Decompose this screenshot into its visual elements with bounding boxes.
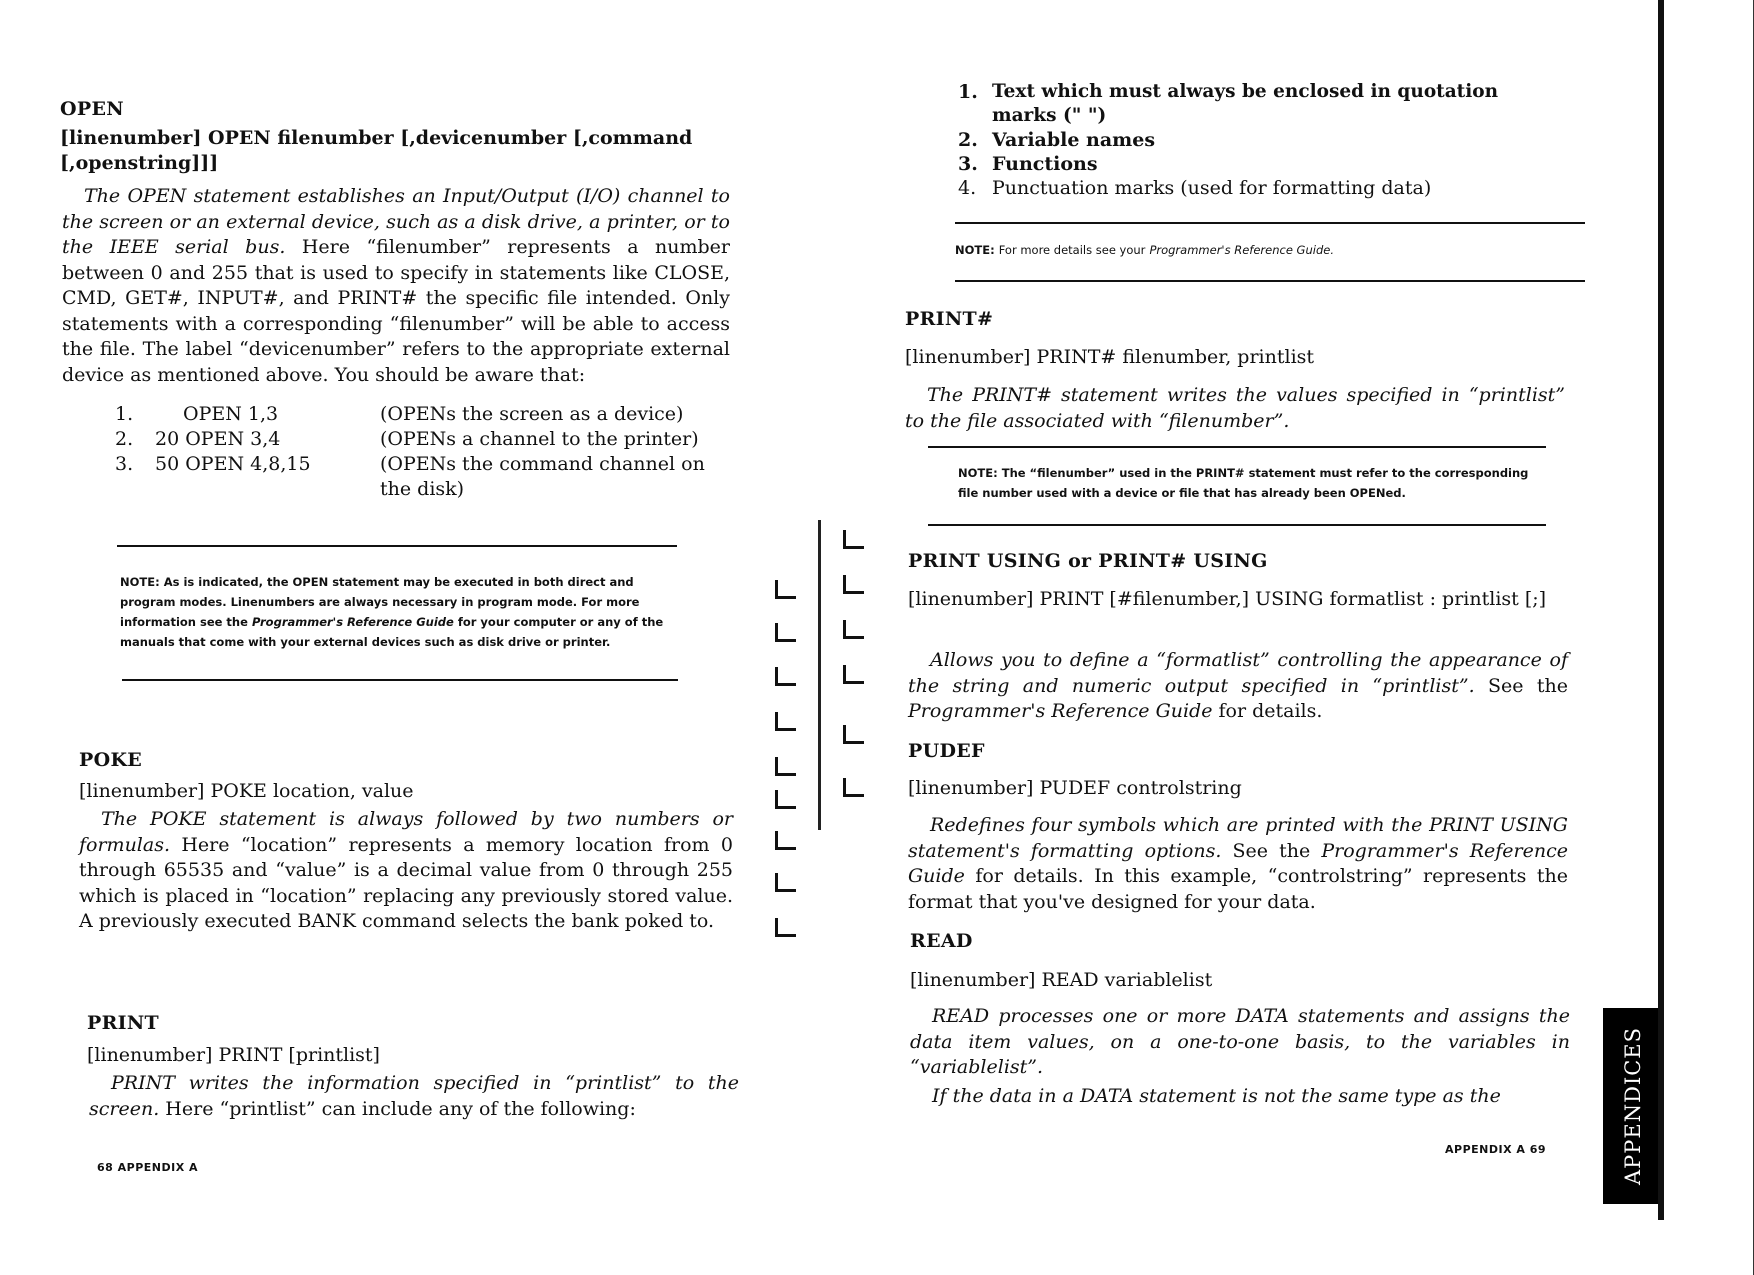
print-item xyxy=(958,152,1558,176)
open-example-row xyxy=(115,452,735,502)
gutter-mark xyxy=(843,665,864,684)
left-page-footer: 68 APPENDIX A xyxy=(97,1161,199,1174)
print-item-text: Text which must always be enclosed in quotation marks (" ") xyxy=(992,81,1499,126)
note-label: NOTE: xyxy=(120,575,160,589)
gutter-mark xyxy=(775,831,796,850)
print-item-number: 1. xyxy=(958,81,978,103)
read-syntax: [linenumber] READ variablelist xyxy=(910,969,1213,991)
open-syntax-line-2: [,openstring]]] xyxy=(60,152,219,174)
note-divider-bottom xyxy=(955,280,1585,282)
print-hash-heading: PRINT# xyxy=(905,308,994,330)
read-heading: READ xyxy=(910,930,973,952)
print-items-list xyxy=(958,80,1558,200)
print-using-description-plain: for details. xyxy=(1218,700,1323,722)
gutter-mark xyxy=(775,623,796,642)
gutter-mark xyxy=(775,790,796,809)
note-divider-top xyxy=(928,446,1546,448)
note-divider-bottom xyxy=(928,524,1546,526)
gutter-mark xyxy=(775,712,796,731)
pudef-heading: PUDEF xyxy=(908,740,985,762)
note-divider-top xyxy=(955,222,1585,224)
poke-description-italic: The POKE statement is always followed by two numbers or formulas. xyxy=(79,808,733,856)
gutter-mark xyxy=(843,620,864,639)
gutter-mark xyxy=(775,873,796,892)
print-hash-note xyxy=(958,463,1548,503)
print-using-description-italic: Allows you to define a “formatlist” controlling the appearance of the string and numeric output specified in “printlist”. xyxy=(908,649,1568,697)
print-item-number: 3. xyxy=(958,153,978,175)
note-text: The “filenumber” used in the PRINT# statement must refer to the corresponding file number used with a device or file that has already been OPENed. xyxy=(958,466,1529,500)
print-item-number: 4. xyxy=(958,177,977,199)
print-heading: PRINT xyxy=(87,1012,159,1034)
page-edge-shadow xyxy=(1658,0,1664,1220)
spine-line xyxy=(818,520,821,830)
print-description xyxy=(89,1071,739,1122)
example-number: 1. xyxy=(115,403,134,425)
print-using-description-plain: See the xyxy=(1488,674,1568,697)
open-description xyxy=(62,184,730,388)
example-number: 3. xyxy=(115,453,134,475)
print-syntax: [linenumber] PRINT [printlist] xyxy=(87,1044,380,1066)
gutter-mark xyxy=(843,778,864,797)
print-item xyxy=(958,80,1558,128)
print-item xyxy=(958,176,1558,200)
example-comment: (OPENs the screen as a device) xyxy=(380,403,684,425)
pudef-description-italic: Redefines four symbols which are printed with the PRINT USING statement's formatting options. xyxy=(908,814,1568,862)
gutter-mark xyxy=(843,530,864,549)
example-code: OPEN 1,3 xyxy=(183,403,279,425)
read-description-continued: If the data in a DATA statement is not the same type as the xyxy=(932,1085,1501,1107)
pudef-description-plain: See the xyxy=(1232,839,1311,862)
gutter-mark xyxy=(775,580,796,599)
pudef-reference: Programmer's Reference Guide xyxy=(908,839,1568,887)
gutter-mark xyxy=(775,667,796,686)
example-code: 20 OPEN 3,4 xyxy=(155,428,281,450)
note-reference: Programmer's Reference Guide xyxy=(251,615,454,629)
gutter-mark xyxy=(843,575,864,594)
print-using-description xyxy=(908,648,1568,725)
print-description-plain: Here “printlist” can include any of the following: xyxy=(165,1097,636,1120)
print-hash-syntax: [linenumber] PRINT# filenumber, printlist xyxy=(905,346,1315,368)
left-page xyxy=(0,0,760,1275)
appendices-side-tab xyxy=(1603,1008,1663,1204)
gutter-mark xyxy=(775,757,796,776)
open-syntax-line-1: [linenumber] OPEN filenumber [,devicenumber [,command xyxy=(60,127,693,149)
open-heading: OPEN xyxy=(60,98,124,120)
note-text: for your computer or any of the manuals that come with your external devices such as disk drive or printer. xyxy=(120,615,664,649)
example-comment: (OPENs a channel to the printer) xyxy=(380,428,699,450)
open-example-row xyxy=(115,427,735,452)
example-comment: (OPENs the command channel on the disk) xyxy=(380,453,705,500)
example-number: 2. xyxy=(115,428,134,450)
pudef-syntax: [linenumber] PUDEF controlstring xyxy=(908,777,1242,799)
poke-description-plain: Here “location” represents a memory location from 0 through 65535 and “value” is a decimal value from 0 through 255 which is placed in “location” replacing any previously stored value. A previously executed BANK command selects the bank poked to. xyxy=(79,833,733,932)
note-label: NOTE: xyxy=(958,466,998,480)
right-page-footer: APPENDIX A 69 xyxy=(1445,1143,1547,1156)
pudef-description-plain: for details. In this example, “controlstring” represents the format that you've designed for your data. xyxy=(908,865,1568,913)
note-divider-bottom xyxy=(122,679,678,681)
read-description: READ processes one or more DATA statements and assigns the data item values, on a one-to-one basis, to the variables in “variablelist”. xyxy=(910,1005,1570,1078)
poke-heading: POKE xyxy=(79,749,143,771)
print-item-text: Punctuation marks (used for formatting data) xyxy=(992,177,1432,199)
side-tab-label: APPENDICES xyxy=(1621,1026,1645,1186)
poke-syntax: [linenumber] POKE location, value xyxy=(79,780,414,802)
print-using-syntax: [linenumber] PRINT [#filenumber,] USING formatlist : printlist [;] xyxy=(908,588,1547,610)
note-reference: Programmer's Reference Guide. xyxy=(1149,243,1334,257)
open-description-plain: Here “filenumber” represents a number between 0 and 255 that is used to specify in statements like CLOSE, CMD, GET#, INPUT#, and PRINT# the specific file intended. Only statements with a corresponding “filenumber” will be able to access the file. The label “devicenumber” refers to the appropriate external device as mentioned above. You should be aware that: xyxy=(62,236,730,386)
pudef-description xyxy=(908,813,1568,915)
note-divider-top xyxy=(117,545,677,547)
print-note xyxy=(955,240,1585,260)
open-description-italic: The OPEN statement establishes an Input/Output (I/O) channel to the screen or an external device, such as a disk drive, a printer, or to the IEEE serial bus. xyxy=(62,185,730,258)
poke-description xyxy=(79,807,733,935)
open-example-row xyxy=(115,402,735,427)
note-label: NOTE: xyxy=(955,243,995,257)
print-hash-description: The PRINT# statement writes the values specified in “printlist” to the file associated with “filenumber”. xyxy=(905,384,1565,432)
print-item-text: Functions xyxy=(992,153,1098,175)
note-text: As is indicated, the OPEN statement may be executed in both direct and program modes. Linenumbers are always necessary in program mode. For more information see the xyxy=(120,575,640,629)
gutter-mark xyxy=(775,918,796,937)
print-using-heading: PRINT USING or PRINT# USING xyxy=(908,550,1268,572)
example-code: 50 OPEN 4,8,15 xyxy=(155,453,311,475)
note-text: For more details see your xyxy=(998,243,1146,257)
print-using-reference: Programmer's Reference Guide xyxy=(908,700,1213,722)
print-item-text: Variable names xyxy=(992,129,1156,151)
print-item-number: 2. xyxy=(958,129,978,151)
open-syntax xyxy=(60,126,730,176)
gutter-mark xyxy=(843,725,864,744)
open-note xyxy=(120,572,680,652)
open-examples-list xyxy=(115,402,735,502)
print-item xyxy=(958,128,1558,152)
print-description-italic: PRINT writes the information specified in “printlist” to the screen. xyxy=(89,1072,739,1120)
right-page xyxy=(880,0,1600,1275)
